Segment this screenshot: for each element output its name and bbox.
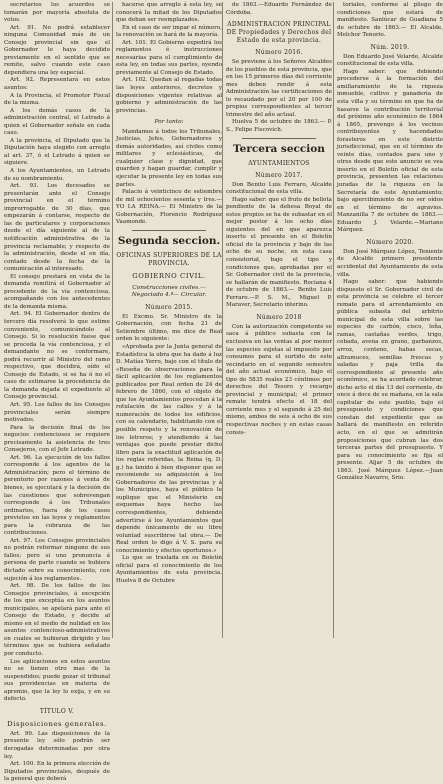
column-divider: [222, 2, 223, 638]
paragraph: A la Provincia, el Promotor Fiscal de la misma.: [4, 92, 110, 107]
paragraph: Para la decisión final de los negocios contenciosos se requiere precisamente la asistencia de tres Consejeros, con el Jefe Letrado.: [4, 424, 110, 454]
section-rule: [132, 230, 206, 231]
paragraph: Art. 102. Quedan al regadas todas las leyes anteriores, decretos y disposiciones vigentes relativas al gobierno y administración de las provincias.: [116, 77, 222, 114]
column-3: [226, 2, 332, 638]
section-heading: TÍTULO V.: [39, 707, 75, 715]
paragraph: Art. 91. No podrá establecer ninguna Comunidad más de un Consejo provincial sin que el Gobernador lo haya decidido previamente en el sentido que se remite, salvo cuando este caso dependiera una ley especial.: [4, 24, 110, 76]
paragraph: Art. 99. Las disposiciones de la presente ley sólo podrán ser derogadas determinadas por otra ley.: [4, 730, 110, 760]
paragraph: A los demás casos de la administración central, el Letrado á quien el Gobernador señale en cada caso.: [4, 107, 110, 137]
section-heading: Construcciones civiles.— Negociado 4.º— Circular.: [131, 284, 207, 299]
section-heading: ADMINISTRACION PRINCIPAL DE Propiedades y Derechos del Estado de esta provincia.: [226, 21, 332, 45]
paragraph: hacerse que arreglo á esta ley, se conocerá la mitad de los Diputados que deban ser reemplazados.: [116, 2, 222, 24]
section-heading: Núm. 2019.: [370, 43, 410, 51]
paragraph: A la provincia, el Diputado que la Diputación haya elegido con arreglo al art. 37, ó el Letrado á quien se siguiere.: [4, 137, 110, 167]
column-2: [116, 2, 222, 638]
section-heading: Número 2016.: [255, 49, 303, 57]
section-heading: Número 2020.: [366, 238, 414, 246]
paragraph: de 1863.—Eduardo Fernández de Córdoba.: [226, 2, 332, 16]
paragraph: Don José Márquez López, Teniente de Alcalde primero presidente accidental del Ayuntamiento de esta villa.: [337, 248, 443, 278]
paragraph: Art. 101. El Gobierno expedirá los reglamentos é instrucciones necesarias para el cumplimiento de esta ley, en todas sus partes, oyendo previamente al Consejo de Estado.: [116, 39, 222, 76]
paragraph: «Aprobada por la Junta general de Estadística la obra que ha dado á luz D. Matías Yerro, bajo con el título de «Reseña de observaciones para la fácil aplicación de los reglamentos publicados por Real orden de 24 de febrero de 1860, con el objeto de que los Ayuntamientos procedan á la rotulación de las calles y á la numeración de todos los edificios, con su calendario, habilitando con el posible respeto y la renovación de los letreros; y atendiendo á las ventajas que puede prestar dicho libro para la exactitud aplicación de los reglas referidas, la Reina (q. D. g.) ha tenido á bien disponer que se recomiende su adquisición á los Gobernadores de las provincias y á los Municipios, haya el público le suplique que el Ministerio en esquemas haya hecho las correspondientes, debiendo advertirse á los Ayuntamientos que depende únicamente de su libre voluntad suscribirse tal obra.— De Real orden lo digo á V. S. para su conocimiento y efectos oportunos.»: [116, 344, 222, 554]
paragraph: Se previene á los Señores Alcaldes de los pueblos de esta provincia, que en los 15 primeros días del corriente mes deben rendir á esta Administración las certificaciones de lo recaudado por el 20 por 100 de propios correspondientes al tercer trimestre del año actual.: [226, 59, 332, 118]
section-heading: Por tanto:: [154, 119, 184, 126]
paragraph: Art. 92. Representará en estos asuntos:: [4, 77, 110, 92]
paragraph: Art. 96. La ejecución de los fallos corresponde á los agentes de la Administración; pero el término de perentorio por razones á venta de bienes, se ejecutará y la decisión de las cuestiones que sobrevengan corresponde á los Tribunales ordinarios, fuera de los casos previstos en las leyes y reglamentos para la cobranza de las contribuciones.: [4, 454, 110, 537]
paragraph: En el caso de ser impar el número, la renovación se hará de la mayoría.: [116, 24, 222, 39]
section-heading: OFICINAS SUPERIORES DE LA PROVINCIA.: [116, 251, 222, 267]
section-heading: GOBIERNO CIVIL.: [132, 271, 206, 280]
section-heading: Segunda seccion.: [117, 234, 221, 247]
paragraph: Huelva 5 de octubre de 1863.— P. S., Felipe Fiscovich.: [226, 119, 332, 134]
section-heading: Disposiciones generales.: [7, 719, 107, 728]
paragraph: El consejo prestará en vista de la demanda remitirá el Gobernador al procedente de la vía contenciosa, acompañando con los antecedentes de la demanda misma.: [4, 273, 110, 310]
section-rule: [242, 138, 316, 139]
paragraph: Lo que se traslada en su Boletín oficial para el conocimiento de los Ayuntamientos de esta provincia. Huelva 8 de Octubre: [116, 555, 222, 584]
section-heading: Número 2018: [256, 313, 302, 321]
paragraph: Mandamos á todos los Tribunales, Justicias, Jefes, Gobernadores y demás autoridades, así civiles como militares y eclesiásticas, de cualquier clase y dignidad, que guarden y hagan guardar, cumplir y ejecutar la presente ley en todas sus partes.: [116, 128, 222, 188]
paragraph: Los aplicaciones en estos asuntos no se tienen otro mas de la suspendidos; puede gozar el tribunal sus providencias en materia de apremio, que la ley lo exija, y en su defecto.: [4, 658, 110, 703]
paragraph: Don Benito Luis Ferraro, Alcalde constitucional de esta villa.: [226, 181, 332, 196]
paragraph: Art. 97. Los Consejos provinciales no podrán reformar ninguno de sus fallos; pero si uno pronuncia á persona de parte cuando se hubiera dictado sobre su conocimiento, con sujeción á los reglamentos.: [4, 537, 110, 582]
column-divider: [112, 2, 113, 638]
paragraph: A los Ayuntamientos, un Letrado de su nombramiento.: [4, 168, 110, 182]
section-heading: Número 2015.: [145, 303, 193, 311]
paragraph: Con la autorización competente se saca á público subasta con la exclusiva en las ventas al por menor las especies sujetas al impuesto por consumos para el surtido de este vecindario en el segundo semestre del año actual económico, bajo el tipo de 5835 reales 23 céntimos por derechos del Tesoro y recargo provincial y municipal; el primer remate tendrá efecto el 18 del corriente mes y el segundo á 25 del mismo, ambos de seis á ocho de sus respectivas noches y en estas casas consis-: [226, 323, 332, 436]
paragraph: Palacio á veinticinco de setiembre de mil ochocientos sesenta y tres.— YO LA REINA.— El Ministro de la Gobernación, Florencio Rodríguez Vaamonde.: [116, 189, 222, 226]
paragraph: El Excmo. Sr. Ministro de la Gobernación, con fecha 21 de Setiembre último, me dice de Real orden lo siguiente:: [116, 313, 222, 343]
column-4: [337, 2, 443, 638]
paragraph: Hago saber: que habiendo dispuesto el Sr. Gobernador civil de esta provincia se celebre el tercer remate para el arrendamiento en pública subasta del arbitrio municipal de esta villa sobre las especies de carbón, cisco, leña, ramas, castañas verdes, trigo, cebada, avena en grano, garbanzos, arroz, centeno, habas secas, altramuces, semillas frescas y saladas y paja trilla da correspondiente al presente año económico, se ha acordado celebrar, dicho acto el día 13 del corriente, de once á doce de su mañana, en la sala capitular de este pueblo, bajo el presupuesto y condiciones que constan del expediente que se hallará de manifiesto en referido acto, en el que se admitirán proposiciones que cubran las dos terceras partes del presupuesto. Y para su conocimiento se fija el presente. Aljar 5 de octubre de 1863. José Márquez López.—Juan González Navarro, Srio.: [337, 279, 443, 482]
paragraph: Art. 98. De los fallos de los Consejos provinciales, á excepción de los que exceptúa en los asuntos municipales, se apelará para ante el Consejo de Estado, y decide al mismo en el medio de nulidad en los asuntos contencioso-administrativos en cuales se hubieran dirigido y los términos que se hubiera señalado por conducto.: [4, 583, 110, 658]
paragraph: secretarios los acuerdos se tomarán por mayoría absoluta de votos.: [4, 2, 110, 24]
column-divider: [333, 2, 334, 638]
paragraph: Art. 94. El Gobernador dentro de tercero día resolverá lo que estime conveniente, comunicándolo al Consejo. Si lo resolución fuese que se proceda la vía contenciosa, y el demandante no se conformare, podrá recurrir al Ministro del ramo respectivo, que decidirá, oído el Consejo de Estado, si se ha ó no el caso de estimarse la procedencia de la demanda dejada el expediente al Consejo provincial.: [4, 311, 110, 401]
section-heading: Tercera seccion: [233, 142, 325, 155]
paragraph: Art. 93. Los decesados se presentarán ante el Consejo provincial en el término improrrogable de 30 días, que empezarán á contarse, respecto de las de particulares y corporaciones desde el día siguiente al de la notificación administrativa de la provincia reclamable; y respecto de la administración, desde el en día, contado desde la fecha de la comunicación al interesado.: [4, 183, 110, 273]
paragraph: Art. 100. En la primera elección de Diputados provinciales, después de la general que deberá: [4, 761, 110, 783]
paragraph: Hago saber: que el fruto de bellota pendiente de la dehesa Boyal de estos propios se ha de subastar en el mejor postor á los ocho días siguientes del en que aparezca inserto el presente en el Boletín oficial de la provincia y bajo de las ocho de su noche, en esta casa consistorial, bajo el tipo y condiciones que, aprobadas por el Sr. Gobernador civil de la provincia, se hallarán de manifiesto. Rociana 4 de octubre de 1863.— Benito Luis Ferraro.—P. S. M., Miguel P. Maraver, Secretario interino.: [226, 196, 332, 309]
paragraph: toriales, conforme al pliego de condiciones que estará de manifiesto. Sanlúcar de Guadiana 5 de octubre de 1863.— El Alcalde, Melchor Tenorio.: [337, 2, 443, 39]
paragraph: Don Eduardo José Velarde, Alcalde constitucional de esta villa.: [337, 53, 443, 68]
paragraph: Art. 95. Los fallos de los Consejos provinciales serán siempre motivados.: [4, 401, 110, 424]
paragraph: Hago saber: que debiendo procederse á la formación del amillaramiento de la riqueza inmueble, cultivo y ganadería de esta villa y su término en que ha de basarse la contribución territorial del próximo año económico de 1864 á 1865, prevengo á los vecinos contribuyentes y hacendados forasteros en este distrito jurisdiccional, que en el término de veinte días, contados para uno y otros desde que este anuncio se vea inserto en el Boletín oficial de esta provincia, presenten las relaciones juradas de la riqueza en la Secretaría de este Ayuntamiento; bajo apercibimiento de no ser oídos en el término de agravios. Manzanilla 7 de octubre de 1863.— Eduardo J. Velarde.—Mariano Márquez.: [337, 68, 443, 234]
section-heading: AYUNTAMIENTOS: [248, 159, 310, 167]
column-1: [4, 2, 110, 783]
section-heading: Número 2017.: [255, 171, 303, 179]
